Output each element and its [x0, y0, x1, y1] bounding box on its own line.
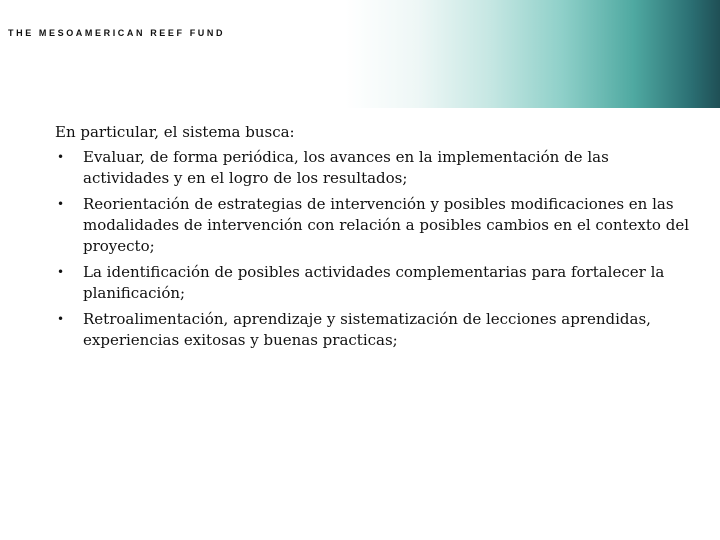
bullet-icon: •	[57, 150, 65, 164]
list-item-text: Retroalimentación, aprendizaje y sistematización de lecciones aprendidas, experiencias exitosas y buenas practicas;	[83, 310, 651, 349]
intro-text: En particular, el sistema busca:	[55, 123, 295, 141]
list-item	[55, 194, 695, 257]
bullet-icon: •	[57, 312, 65, 326]
list-item-text: Reorientación de estrategias de intervención y posibles modificaciones en las modalidades de intervención con relación a posibles cambios en el contexto del proyecto;	[83, 195, 689, 255]
list-item	[55, 262, 695, 304]
header-band	[0, 0, 720, 108]
slide-content	[55, 122, 695, 356]
organization-title: THE MESOAMERICAN REEF FUND	[8, 28, 226, 38]
list-item-text: Evaluar, de forma periódica, los avances en la implementación de las actividades y en el logro de los resultados;	[83, 148, 609, 187]
bullet-icon: •	[57, 197, 65, 211]
list-item	[55, 147, 695, 189]
bullet-list	[55, 147, 695, 351]
list-item	[55, 309, 695, 351]
bullet-icon: •	[57, 265, 65, 279]
list-item-text: La identificación de posibles actividades complementarias para fortalecer la planificación;	[83, 263, 665, 302]
